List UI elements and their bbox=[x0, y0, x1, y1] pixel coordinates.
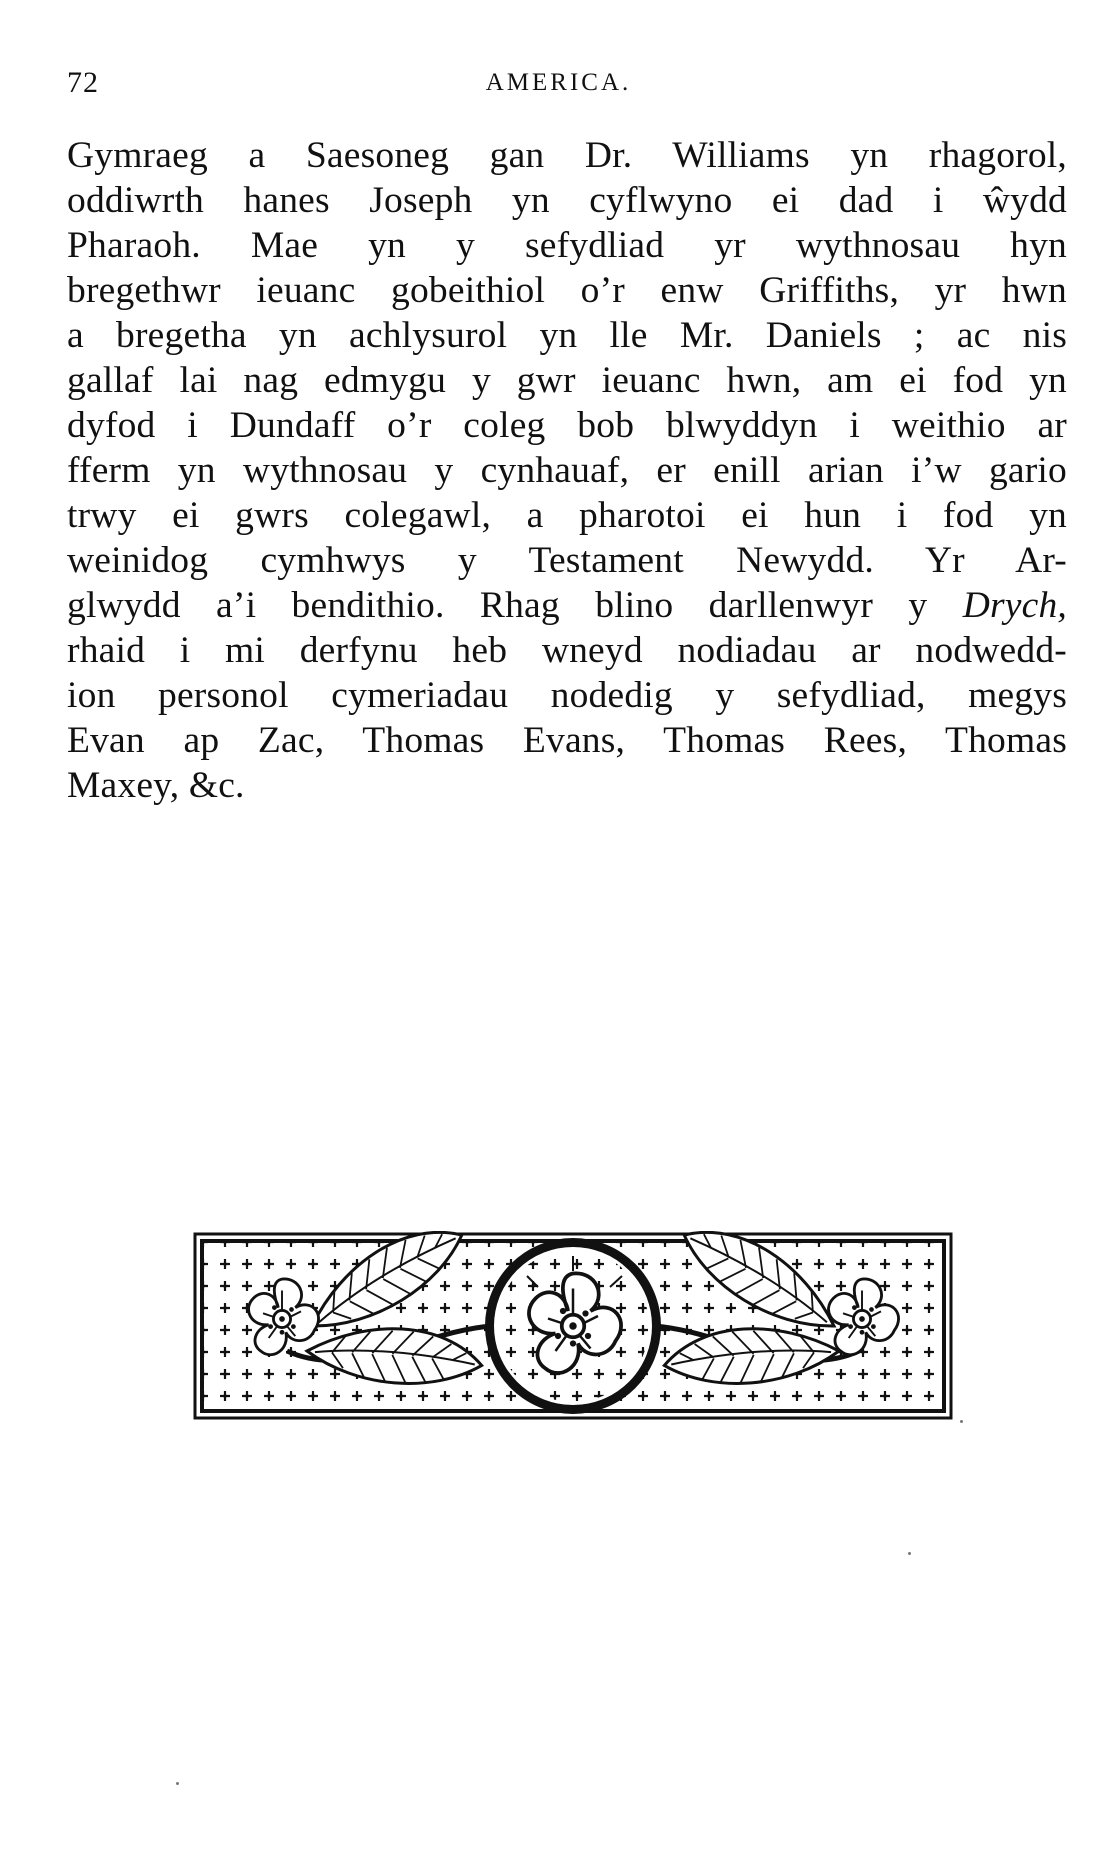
text-line: fferm yn wythnosau y cynhauaf, er enill arian i’w gario bbox=[67, 450, 1067, 491]
paper-speck bbox=[908, 1552, 911, 1555]
italic-title-drych: Drych, bbox=[962, 585, 1067, 626]
paper-speck bbox=[176, 1782, 179, 1785]
text-line: gallaf lai nag edmygu y gwr ieuanc hwn, am ei fod yn bbox=[67, 360, 1067, 401]
text-line: Gymraeg a Saesoneg gan Dr. Williams yn rhagorol, bbox=[67, 135, 1067, 176]
page-number: 72 bbox=[67, 66, 99, 99]
text-line: rhaid i mi derfynu heb wneyd nodiadau ar nodwedd- bbox=[67, 630, 1067, 671]
text-line: Evan ap Zac, Thomas Evans, Thomas Rees, Thomas bbox=[67, 720, 1067, 761]
text-line: trwy ei gwrs colegawl, a pharotoi ei hun i fod yn bbox=[67, 495, 1067, 536]
floral-tailpiece-icon bbox=[192, 1231, 954, 1421]
text-line-start: glwydd a’i bendithio. Rhag blino darllenwyr y bbox=[67, 585, 928, 626]
text-line: oddiwrth hanes Joseph yn cyflwyno ei dad i ŵydd bbox=[67, 180, 1067, 221]
text-line: Pharaoh. Mae yn y sefydliad yr wythnosau hyn bbox=[67, 225, 1067, 266]
text-line: a bregetha yn achlysurol yn lle Mr. Daniels ; ac nis bbox=[67, 315, 1067, 356]
paper-speck bbox=[960, 1420, 963, 1423]
text-line bbox=[67, 583, 1067, 628]
text-line: Maxey, &c. bbox=[67, 765, 245, 806]
text-line: weinidog cymhwys y Testament Newydd. Yr Ar- bbox=[67, 540, 1067, 581]
text-line: dyfod i Dundaff o’r coleg bob blwyddyn i weithio ar bbox=[67, 405, 1067, 446]
text-line: ion personol cymeriadau nodedig y sefydliad, megys bbox=[67, 675, 1067, 716]
text-line: bregethwr ieuanc gobeithiol o’r enw Griffiths, yr hwn bbox=[67, 270, 1067, 311]
running-title: AMERICA. bbox=[485, 69, 632, 96]
body-paragraph bbox=[67, 133, 1067, 808]
running-head bbox=[67, 66, 1050, 106]
